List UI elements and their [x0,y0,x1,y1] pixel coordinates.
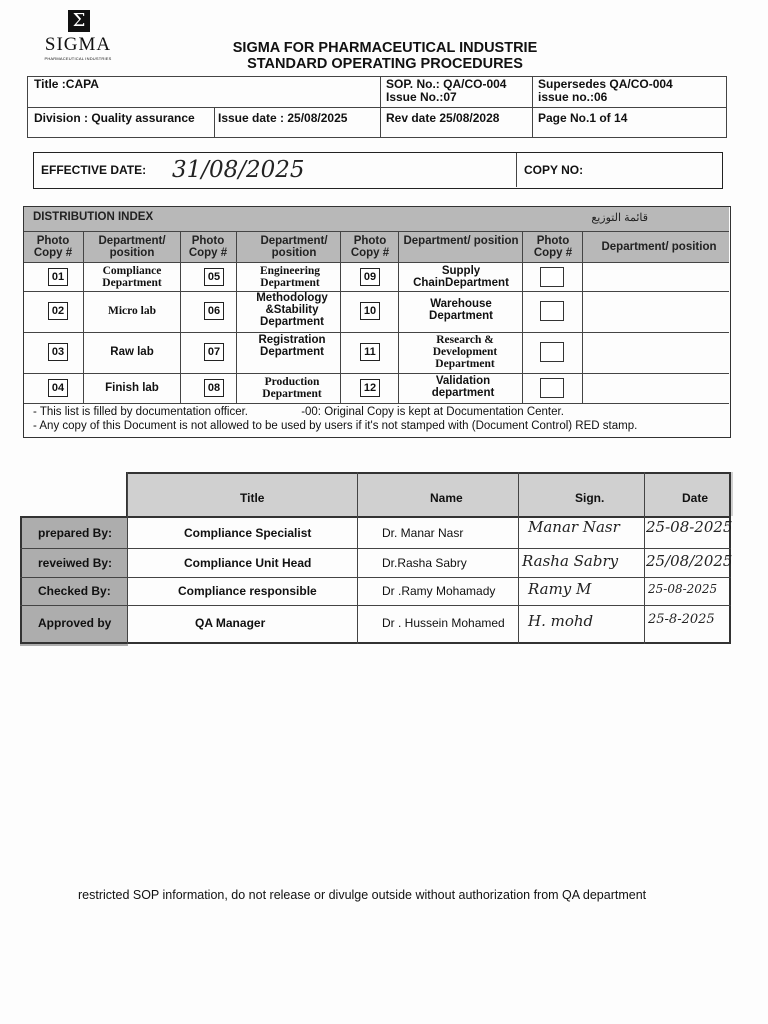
col-department-2: Department/ position [260,235,328,259]
name: Dr.Rasha Sabry [382,556,467,570]
issue-number: Issue No.:07 [386,90,457,104]
copy-number: 09 [360,268,380,286]
division: Division : Quality assurance [34,111,195,125]
role: Approved by [38,616,112,630]
copy-number: 12 [360,379,380,397]
empty-copy-box [540,301,564,321]
copy-number: 02 [48,302,68,320]
department: Methodology &Stability Department [256,292,328,328]
signature: Rasha Sabry [522,552,619,570]
distribution-note-1 [33,406,564,418]
sigma-logo-icon: Σ [68,10,90,32]
copy-number: 07 [204,343,224,361]
distribution-row [24,291,729,332]
col-photo-copy-3: Photo Copy # [350,235,390,259]
company-logo [38,8,118,66]
distribution-row [24,373,729,403]
empty-copy-box [540,378,564,398]
empty-copy-box [540,342,564,362]
sign-date: 25-08-2025 [648,582,718,596]
copy-number: 11 [360,343,380,361]
title: Compliance responsible [178,584,317,598]
col-photo-copy-1: Photo Copy # [33,235,73,259]
distribution-note-2: - Any copy of this Document is not allowed to be used by users if it's not stamped with (Document Control) RED stamp. [33,420,638,432]
distribution-row [24,262,729,291]
page-number: Page No.1 of 14 [538,111,628,125]
empty-copy-box [540,267,564,287]
sign-date: 25-08-2025 [646,518,733,536]
logo-subtext: PHARMACEUTICAL INDUSTRIES [44,56,112,61]
issue-date: Issue date : 25/08/2025 [218,111,348,125]
sop-number: SOP. No.: QA/CO-004 [386,77,507,91]
header-table [27,76,727,138]
department: Production Department [262,376,322,400]
col-photo-copy-4: Photo Copy # [533,235,573,259]
company-name: SIGMA FOR PHARMACEUTICAL INDUSTRIE [232,40,538,56]
copy-number: 04 [48,379,68,397]
col-department-1: Department/ position [98,235,166,259]
distribution-row [24,332,729,373]
effective-date-box [33,152,723,189]
name: Dr. Manar Nasr [382,526,464,540]
approval-table [20,472,733,646]
copy-number: 08 [204,379,224,397]
department: Validation department [431,375,495,399]
department: Compliance Department [102,265,162,289]
role: prepared By: [38,526,113,540]
signature: H. mohd [528,612,594,630]
note-filled-by: - This list is filled by documentation officer. [33,406,248,418]
department: Finish lab [105,382,159,394]
title: Compliance Specialist [184,526,312,540]
department: Raw lab [110,346,154,358]
col-sign: Sign. [575,491,605,505]
supersedes: Supersedes QA/CO-004 [538,77,673,91]
copy-number: 01 [48,268,68,286]
signature: Manar Nasr [528,518,620,536]
name: Dr .Ramy Mohamady [382,584,496,598]
sign-date: 25-8-2025 [648,612,715,627]
title: QA Manager [195,616,266,630]
copy-no-label: COPY NO: [524,163,584,177]
note-original-copy: -00: Original Copy is kept at Documentation Center. [301,406,564,418]
supersedes-issue: issue no.:06 [538,90,608,104]
department: Supply ChainDepartment [413,265,509,289]
copy-number: 10 [360,302,380,320]
effective-date-label: EFFECTIVE DATE: [41,163,147,177]
col-photo-copy-2: Photo Copy # [188,235,228,259]
doc-type: STANDARD OPERATING PROCEDURES [247,56,523,72]
document-heading [130,40,640,72]
distribution-index [23,206,731,438]
copy-number: 06 [204,302,224,320]
sop-title: Title :CAPA [34,77,99,91]
copy-number: 05 [204,268,224,286]
confidentiality-footer: restricted SOP information, do not release or divulge outside without authorization from QA department [78,888,647,902]
department: Registration Department [258,334,326,358]
name: Dr . Hussein Mohamed [382,616,505,630]
department: Micro lab [107,305,157,317]
col-title: Title [240,491,265,505]
department: Research & Development Department [432,334,498,370]
col-department-3: Department/ position [403,235,519,247]
logo-text: SIGMA [44,34,112,55]
copy-number: 03 [48,343,68,361]
title: Compliance Unit Head [184,556,312,570]
department: Warehouse Department [429,298,493,322]
department: Engineering Department [259,265,321,289]
signature: Ramy M [528,580,592,598]
effective-date-value: 31/08/2025 [172,157,305,183]
col-date: Date [682,491,709,505]
col-name: Name [430,491,463,505]
sign-date: 25/08/2025 [646,552,733,570]
distribution-title: DISTRIBUTION INDEX [33,211,154,223]
distribution-title-arabic: قائمة التوزيع [591,212,648,224]
col-department-4: Department/ position [601,241,717,253]
role: Checked By: [38,584,111,598]
role: reveiwed By: [38,556,113,570]
rev-date: Rev date 25/08/2028 [386,111,500,125]
